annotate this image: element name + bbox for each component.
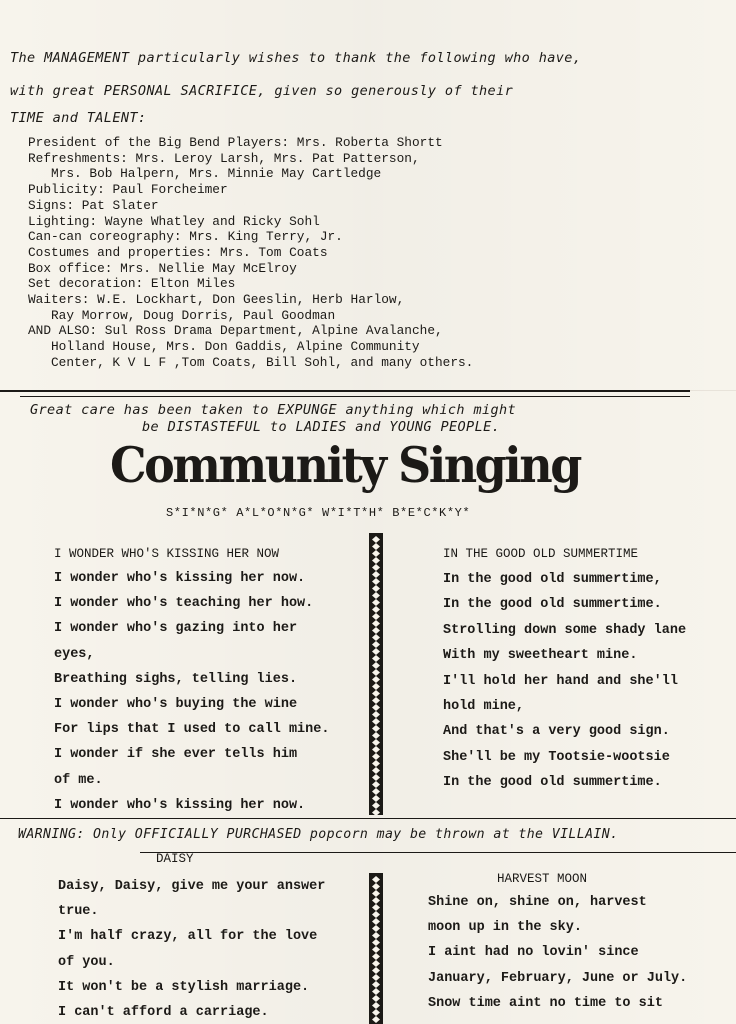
thanks-line-2: with great PERSONAL SACRIFICE, given so generously of their bbox=[10, 83, 514, 99]
song-line: hold mine, bbox=[443, 699, 525, 714]
song-title-kissing: I WONDER WHO'S KISSING HER NOW bbox=[54, 547, 280, 561]
warning-text: WARNING: Only OFFICIALLY PURCHASED popcorn may be thrown at the VILLAIN. bbox=[18, 827, 619, 842]
thanks-line-1: The MANAGEMENT particularly wishes to thank the following who have, bbox=[10, 50, 582, 66]
song-line: Breathing sighs, telling lies. bbox=[54, 671, 298, 687]
song-line: I wonder who's kissing her now. bbox=[54, 571, 306, 586]
song-line: In the good old summertime, bbox=[443, 572, 662, 587]
rule-credits bbox=[0, 390, 690, 392]
song-line: eyes, bbox=[54, 646, 95, 662]
song-line: I wonder who's buying the wine bbox=[54, 697, 298, 712]
song-title-daisy: DAISY bbox=[156, 852, 194, 866]
song-line: In the good old summertime. bbox=[443, 597, 662, 613]
care-line-1: Great care has been taken to EXPUNGE anything which might bbox=[30, 402, 517, 418]
song-line: For lips that I used to call mine. bbox=[54, 722, 330, 738]
song-title-summertime: IN THE GOOD OLD SUMMERTIME bbox=[443, 547, 639, 561]
credit-line: Can-can coreography: Mrs. King Terry, Jr. bbox=[28, 229, 343, 245]
song-line: Shine on, shine on, harvest bbox=[428, 895, 647, 910]
thanks-line-3: TIME and TALENT: bbox=[10, 110, 147, 126]
credit-line: Refreshments: Mrs. Leroy Larsh, Mrs. Pat Patterson, bbox=[28, 150, 420, 166]
song-line: She'll be my Tootsie-wootsie bbox=[443, 749, 670, 765]
song-line: In the good old summertime. bbox=[443, 775, 662, 791]
rule-credits-thin bbox=[20, 396, 690, 397]
song-line: true. bbox=[58, 904, 99, 920]
song-line: Snow time aint no time to sit bbox=[428, 995, 663, 1011]
song-line: of me. bbox=[54, 772, 103, 788]
song-line: Strolling down some shady lane bbox=[443, 622, 687, 638]
song-line: I wonder who's teaching her how. bbox=[54, 596, 314, 612]
page-title: Community Singing bbox=[110, 436, 580, 494]
song-line: moon up in the sky. bbox=[428, 920, 582, 936]
credit-line: Mrs. Bob Halpern, Mrs. Minnie May Cartledge bbox=[51, 166, 382, 182]
song-line: I aint had no lovin' since bbox=[428, 945, 639, 961]
rule-warning-bottom bbox=[140, 852, 736, 853]
credit-line: Signs: Pat Slater bbox=[28, 197, 159, 213]
credit-line: President of the Big Bend Players: Mrs. Roberta Shortt bbox=[28, 135, 443, 150]
credit-line: Lighting: Wayne Whatley and Ricky Sohl bbox=[28, 213, 320, 229]
column-divider-top bbox=[369, 533, 383, 815]
credit-line: Set decoration: Elton Miles bbox=[28, 276, 236, 292]
song-line: And that's a very good sign. bbox=[443, 724, 670, 740]
credit-line: AND ALSO: Sul Ross Drama Department, Alpine Avalanche, bbox=[28, 323, 443, 339]
song-line: I wonder who's kissing her now. bbox=[54, 797, 306, 813]
song-line: It won't be a stylish marriage. bbox=[58, 979, 310, 995]
credit-line: Holland House, Mrs. Don Gaddis, Alpine Community bbox=[51, 339, 420, 355]
credit-line: Waiters: W.E. Lockhart, Don Geeslin, Herb Harlow, bbox=[28, 292, 405, 307]
page-subtitle: S*I*N*G* A*L*O*N*G* W*I*T*H* B*E*C*K*Y* bbox=[166, 506, 471, 520]
song-line: January, February, June or July. bbox=[428, 970, 688, 986]
song-line: I wonder who's gazing into her bbox=[54, 621, 298, 637]
credit-line: Costumes and properties: Mrs. Tom Coats bbox=[28, 244, 328, 260]
song-title-harvest-moon: HARVEST MOON bbox=[497, 872, 588, 886]
song-line: Daisy, Daisy, give me your answer bbox=[58, 879, 326, 894]
credit-line: Box office: Mrs. Nellie May McElroy bbox=[28, 260, 297, 276]
song-line: I'm half crazy, all for the love bbox=[58, 929, 318, 945]
rule-warning-top bbox=[0, 818, 736, 819]
song-line: of you. bbox=[58, 954, 115, 970]
care-line-2: be DISTASTEFUL to LADIES and YOUNG PEOPLE. bbox=[142, 419, 501, 435]
song-line: With my sweetheart mine. bbox=[443, 648, 638, 664]
credit-line: Publicity: Paul Forcheimer bbox=[28, 182, 228, 198]
column-divider-bottom bbox=[369, 873, 383, 1024]
credit-line: Center, K V L F ,Tom Coats, Bill Sohl, and many others. bbox=[51, 354, 474, 370]
credit-line: Ray Morrow, Doug Dorris, Paul Goodman bbox=[51, 307, 336, 323]
song-line: I'll hold her hand and she'll bbox=[443, 673, 678, 689]
song-line: I wonder if she ever tells him bbox=[54, 747, 298, 763]
song-line: I can't afford a carriage. bbox=[58, 1005, 269, 1020]
